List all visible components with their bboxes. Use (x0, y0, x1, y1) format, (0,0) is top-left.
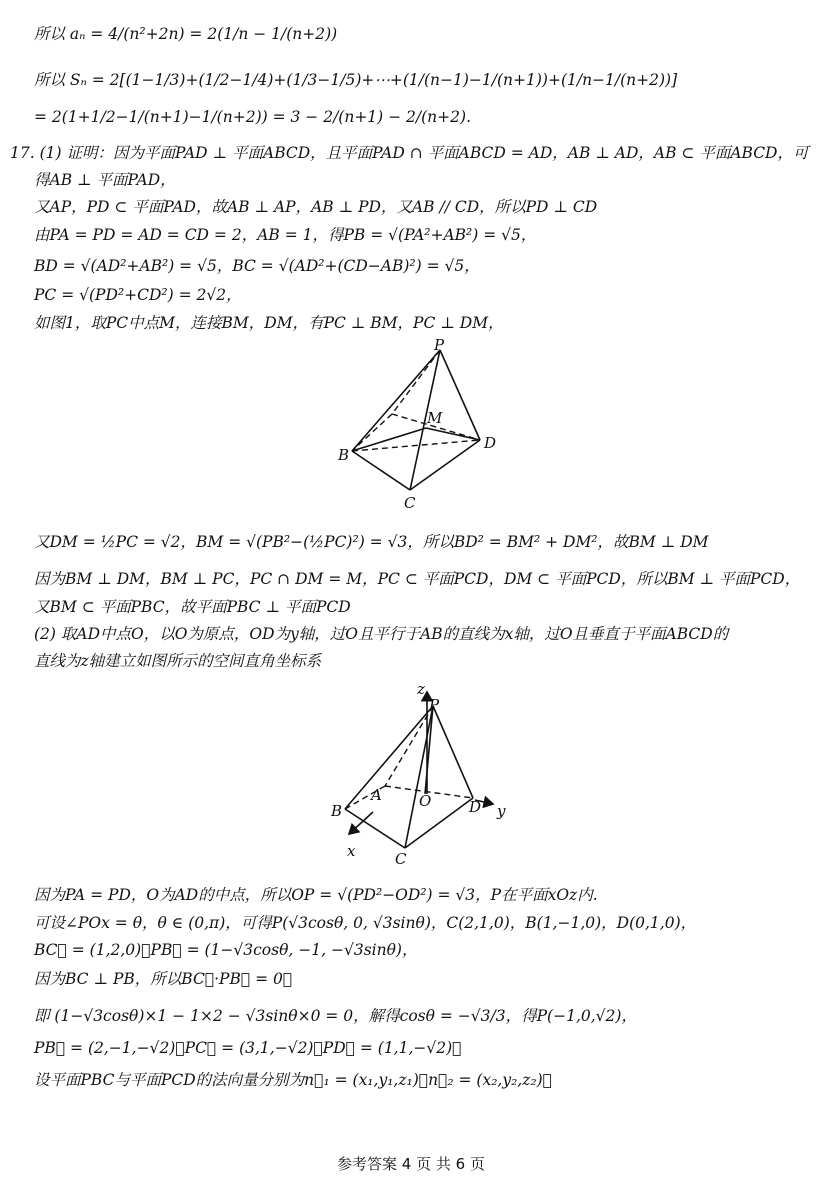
label-x: x (347, 842, 356, 860)
text-line: PB⃗ = (2,−1,−√2)，PC⃗ = (3,1,−√2)，PD⃗ = (1,1,−√2)， (34, 1039, 462, 1057)
text-line: 因为PA = PD，O为AD的中点，所以OP = √(PD²−OD²) = √3，P在平面xOz内. (34, 886, 598, 904)
label-y: y (497, 802, 506, 820)
edge-BC (352, 451, 410, 490)
text-line: 得AB ⊥ 平面PAD， (34, 171, 176, 189)
text-line: 所以 Sₙ = 2[(1−1/3)+(1/2−1/4)+(1/3−1/5)+⋯+(1/(n−1)−1/(n+1))+(1/n−1/(n+2))] (34, 71, 678, 89)
text-line: 又AP，PD ⊂ 平面PAD，故AB ⊥ AP，AB ⊥ PD，又AB // CD，所以PD ⊥ CD (34, 198, 598, 216)
edge-PC (405, 706, 433, 848)
page-footer: 参考答案 4 页 共 6 页 (337, 1155, 485, 1173)
text-line: (2) 取AD中点O，以O为原点，OD为y轴，过O且平行于AB的直线为x轴，过O且垂直于平面ABCD的 (34, 625, 729, 643)
text-line: 又DM = ½PC = √2，BM = √(PB²−(½PC)²) = √3，所以BD² = BM² + DM²，故BM ⊥ DM (34, 533, 709, 551)
label-D: D (469, 798, 482, 816)
edge-PD (433, 706, 473, 798)
text-line: 可设∠POx = θ，θ ∈ (0,π)，可得P(√3cosθ, 0, √3sinθ)，C(2,1,0)，B(1,−1,0)，D(0,1,0)， (34, 914, 697, 932)
figure-2-coordinates (325, 682, 525, 867)
label-B: B (338, 446, 350, 464)
text-line: 因为BC ⊥ PB，所以BC⃗·PB⃗ = 0， (34, 970, 293, 988)
text-line: 如图1，取PC中点M，连接BM，DM，有PC ⊥ BM，PC ⊥ DM， (34, 314, 504, 332)
text-line: 由PA = PD = AD = CD = 2，AB = 1，得PB = √(PA²+AB²) = √5， (34, 226, 537, 244)
label-M: M (427, 409, 443, 427)
label-O: O (419, 792, 432, 810)
label-D: D (484, 434, 497, 452)
edge-BM (352, 428, 426, 451)
text-line: 设平面PBC与平面PCD的法向量分别为n⃗₁ = (x₁,y₁,z₁)，n⃗₂ = (x₂,y₂,z₂)， (34, 1071, 552, 1089)
label-C: C (404, 494, 416, 512)
text-line: 直线为z轴建立如图所示的空间直角坐标系 (34, 652, 322, 670)
edge-CD (410, 440, 480, 490)
text-line: 17. (1) 证明：因为平面PAD ⊥ 平面ABCD，且平面PAD ∩ 平面ABCD = AD，AB ⊥ AD，AB ⊂ 平面ABCD，可 (10, 144, 809, 162)
label-A: A (371, 786, 382, 804)
text-line: 因为BM ⊥ DM，BM ⊥ PC，PC ∩ DM = M，PC ⊂ 平面PCD，DM ⊂ 平面PCD，所以BM ⊥ 平面PCD， (34, 570, 801, 588)
label-B: B (331, 802, 343, 820)
edge-PD (440, 350, 480, 440)
figure-1-pyramid (330, 338, 510, 513)
label-C: C (395, 850, 407, 868)
label-P: P (434, 336, 445, 354)
label-z: z (417, 680, 425, 698)
text-line: 又BM ⊂ 平面PBC，故平面PBC ⊥ 平面PCD (34, 598, 351, 616)
text-line: PC = √(PD²+CD²) = 2√2， (34, 286, 242, 304)
text-line: 即 (1−√3cosθ)×1 − 1×2 − √3sinθ×0 = 0，解得cosθ = −√3/3，得P(−1,0,√2)， (34, 1007, 637, 1025)
text-line: 所以 aₙ = 4/(n²+2n) = 2(1/n − 1/(n+2)) (34, 25, 338, 43)
label-P: P (429, 696, 440, 714)
text-line: BD = √(AD²+AB²) = √5，BC = √(AD²+(CD−AB)²) = √5， (34, 257, 480, 275)
edge-PB (352, 350, 440, 451)
axis-x (349, 812, 373, 834)
text-line: = 2(1+1/2−1/(n+1)−1/(n+2)) = 3 − 2/(n+1) − 2/(n+2). (34, 108, 471, 126)
edge-CD (405, 798, 473, 848)
text-line: BC⃗ = (1,2,0)，PB⃗ = (1−√3cosθ, −1, −√3sinθ)， (34, 941, 418, 959)
